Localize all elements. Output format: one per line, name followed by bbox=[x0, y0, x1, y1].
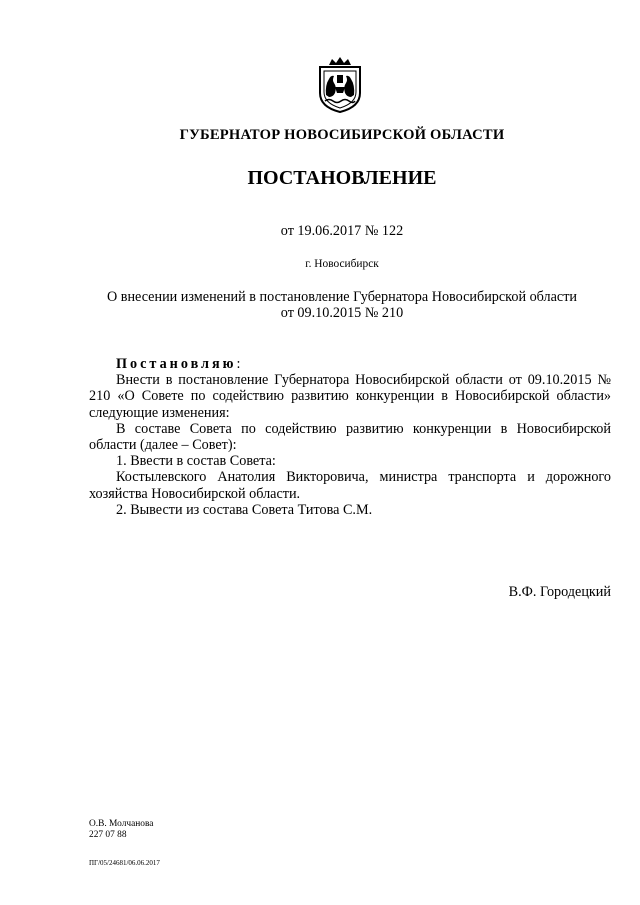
executor-phone: 227 07 88 bbox=[89, 830, 127, 840]
body-paragraph-5: 2. Вывести из состава Совета Титова С.М. bbox=[116, 501, 373, 518]
document-code: ПГ/05/24681/06.06.2017 bbox=[89, 859, 160, 867]
document-date-number: от 19.06.2017 № 122 bbox=[280, 223, 404, 239]
body-paragraph-4: Костылевского Анатолия Викторовича, министра транспорта и дорожного хозяйства Новосибирской области. bbox=[89, 469, 611, 502]
authority-title: ГУБЕРНАТОР НОВОСИБИРСКОЙ ОБЛАСТИ bbox=[179, 127, 505, 143]
body-paragraph-1: Внести в постановление Губернатора Новосибирской области от 09.10.2015 № 210 «О Совете по содействию развитию конкуренции в Новосибирской области» следующие изменения: bbox=[89, 372, 611, 421]
subject-line-1: О внесении изменений в постановление Губернатора Новосибирской области bbox=[106, 289, 578, 305]
document-type: ПОСТАНОВЛЕНИЕ bbox=[247, 167, 437, 189]
executor-name: О.В. Молчанова bbox=[89, 819, 154, 829]
document-city: г. Новосибирск bbox=[305, 258, 379, 270]
subject-line-2: от 09.10.2015 № 210 bbox=[280, 305, 404, 321]
body-paragraph-3: 1. Ввести в состав Совета: bbox=[116, 453, 276, 470]
document-body bbox=[89, 356, 611, 518]
resolve-word: Постановляю bbox=[116, 356, 237, 372]
signature: В.Ф. Городецкий bbox=[508, 584, 611, 600]
body-paragraph-2: В составе Совета по содействию развитию конкуренции в Новосибирской области (далее – Совет): bbox=[89, 420, 611, 454]
document-subject bbox=[22, 289, 640, 321]
resolve-heading bbox=[89, 356, 611, 372]
resolve-colon: : bbox=[236, 356, 241, 372]
coat-of-arms-icon bbox=[317, 57, 363, 113]
